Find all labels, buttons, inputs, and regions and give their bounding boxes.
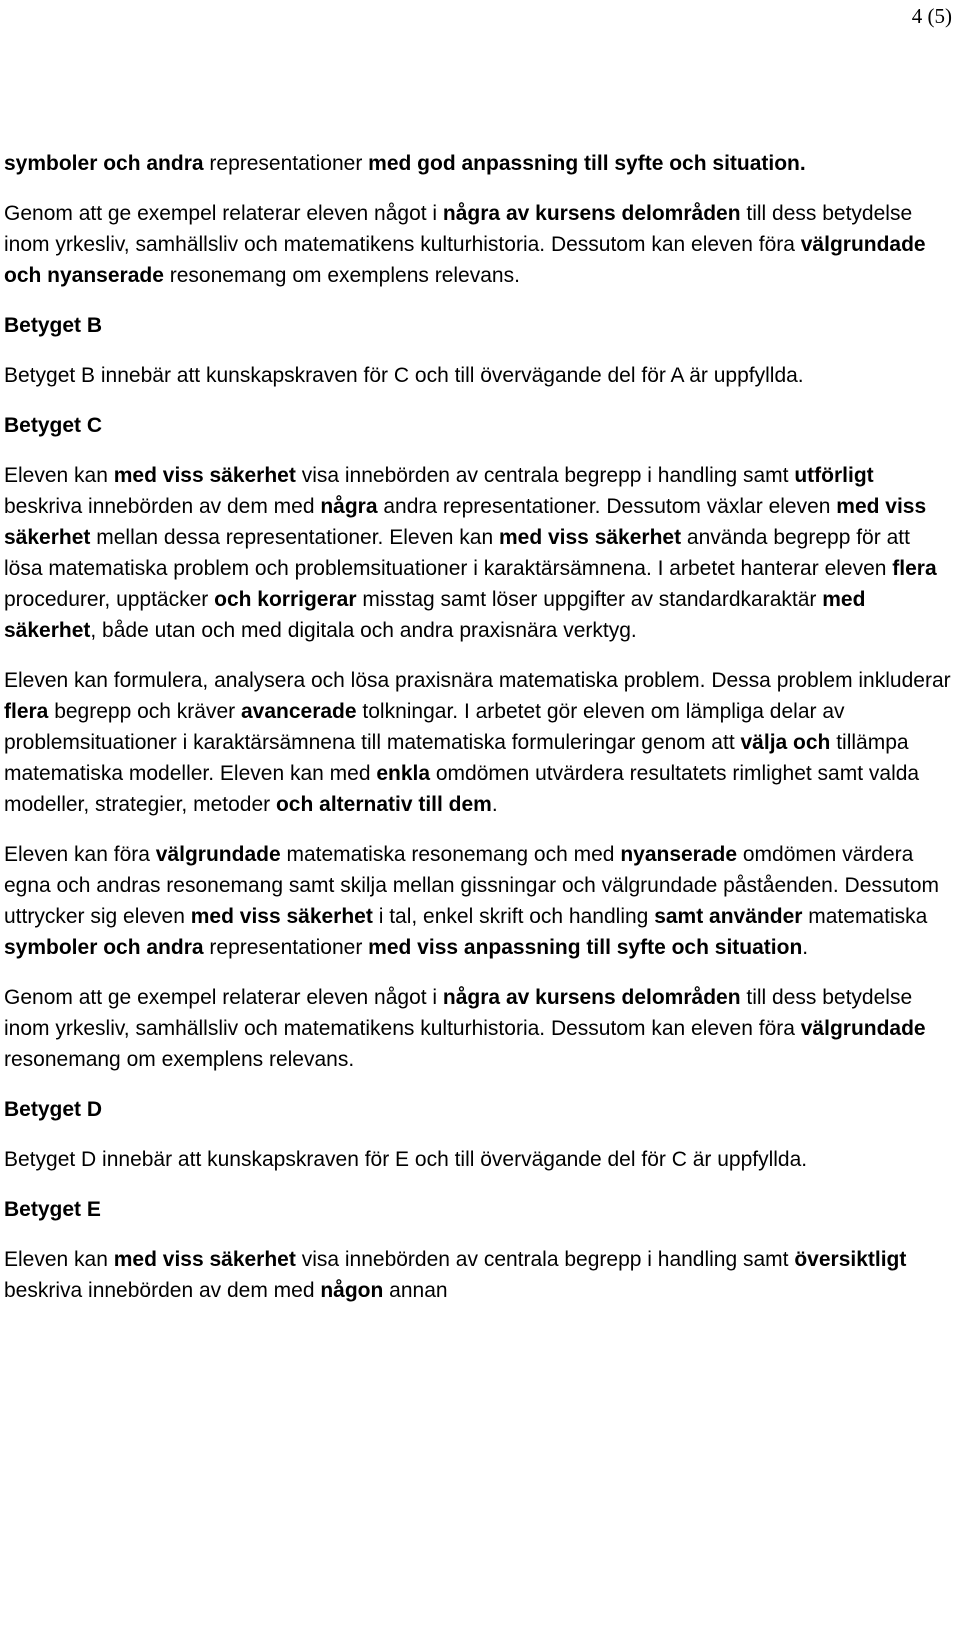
text-run: Eleven kan xyxy=(4,464,114,487)
page-number: 4 (5) xyxy=(911,4,952,28)
paragraph xyxy=(4,839,952,963)
text-run: representationer xyxy=(203,152,369,175)
emphasis-text: välja och xyxy=(740,731,831,754)
heading-betyget-d xyxy=(4,1094,952,1125)
text-run: Eleven kan formulera, analysera och lösa praxisnära matematiska problem. Dessa problem inkluderar xyxy=(4,669,951,692)
emphasis-text: med viss säkerhet xyxy=(498,526,682,549)
emphasis-text: några av kursens delområden xyxy=(442,202,741,225)
emphasis-text: avancerade xyxy=(240,700,357,723)
text-run: . xyxy=(802,936,809,959)
text-run: Genom att ge exempel relaterar eleven något i xyxy=(4,986,443,1009)
emphasis-text: med viss säkerhet xyxy=(113,464,296,487)
emphasis-text: med säkerhet xyxy=(4,588,866,642)
paragraph xyxy=(4,148,952,179)
text-run: Eleven kan föra xyxy=(4,843,156,866)
text-run: visa innebörden av centrala begrepp i handling samt xyxy=(295,1248,795,1271)
text-run: Betyget C xyxy=(4,414,103,437)
emphasis-text: samt använder xyxy=(654,905,803,928)
text-run: Eleven kan xyxy=(4,1248,114,1271)
paragraph xyxy=(4,460,952,646)
emphasis-text: med viss säkerhet xyxy=(190,905,373,928)
text-run: annan xyxy=(383,1279,448,1302)
text-run: resonemang om exemplens relevans. xyxy=(163,264,520,287)
emphasis-text: några xyxy=(320,495,378,518)
text-run: , både utan och med digitala och andra praxisnära verktyg. xyxy=(90,619,637,642)
heading-betyget-c xyxy=(4,410,952,441)
emphasis-text: symboler och andra xyxy=(4,152,204,175)
text-run: misstag samt löser uppgifter av standardkaraktär xyxy=(356,588,823,611)
text-run: visa innebörden av centrala begrepp i handling samt xyxy=(295,464,795,487)
emphasis-text: och korrigerar xyxy=(214,588,357,611)
text-run: Betyget B xyxy=(4,314,103,337)
heading-betyget-b xyxy=(4,310,952,341)
heading-betyget-e xyxy=(4,1194,952,1225)
text-run: . xyxy=(491,793,498,816)
text-run: tolkningar. I arbetet gör eleven om lämpliga delar av problemsituationer i karaktärsämnena till matematiska formuleringar genom att xyxy=(4,700,845,754)
emphasis-text: välgrundade och nyanserade xyxy=(4,233,926,287)
paragraph xyxy=(4,1144,952,1175)
text-run: representationer xyxy=(203,936,369,959)
paragraph xyxy=(4,982,952,1075)
text-run: Genom att ge exempel relaterar eleven något i xyxy=(4,202,443,225)
paragraph xyxy=(4,360,952,391)
emphasis-text: symboler och andra xyxy=(4,936,204,959)
emphasis-text: flera xyxy=(4,700,49,723)
emphasis-text: nyanserade xyxy=(620,843,738,866)
emphasis-text: med viss säkerhet xyxy=(4,495,927,549)
text-run: Betyget D xyxy=(4,1098,103,1121)
text-run: beskriva innebörden av dem med xyxy=(4,495,321,518)
text-run: matematiska resonemang och med xyxy=(280,843,621,866)
emphasis-text: med viss anpassning till syfte och situation xyxy=(368,936,803,959)
paragraph xyxy=(4,665,952,820)
emphasis-text: några av kursens delområden xyxy=(442,986,741,1009)
emphasis-text: någon xyxy=(320,1279,384,1302)
emphasis-text: välgrundade xyxy=(155,843,281,866)
text-run: Betyget D innebär att kunskapskraven för E och till övervägande del för C är uppfyllda. xyxy=(4,1148,808,1171)
document-body xyxy=(4,148,952,1325)
text-run: Betyget B innebär att kunskapskraven för C och till övervägande del för A är uppfyllda. xyxy=(4,364,804,387)
text-run: resonemang om exemplens relevans. xyxy=(4,1048,355,1071)
text-run: omdömen utvärdera resultatets rimlighet samt valda modeller, strategier, metoder xyxy=(4,762,920,816)
paragraph xyxy=(4,198,952,291)
emphasis-text: med god anpassning till syfte och situation. xyxy=(368,152,806,175)
text-run: använda begrepp för att lösa matematiska problem och problemsituationer i karaktärsämnena. I arbetet hanterar eleven xyxy=(4,526,910,580)
emphasis-text: välgrundade xyxy=(800,1017,926,1040)
text-run: mellan dessa representationer. Eleven kan xyxy=(90,526,499,549)
text-run: andra representationer. Dessutom växlar eleven xyxy=(377,495,837,518)
paragraph xyxy=(4,1244,952,1306)
text-run: omdömen värdera egna och andras resonemang samt skilja mellan gissningar och välgrundade påståenden. Dessutom uttrycker sig eleven xyxy=(4,843,940,928)
text-run: i tal, enkel skrift och handling xyxy=(372,905,655,928)
emphasis-text: enkla xyxy=(376,762,431,785)
emphasis-text: med viss säkerhet xyxy=(113,1248,296,1271)
text-run: matematiska xyxy=(802,905,928,928)
emphasis-text: och alternativ till dem xyxy=(275,793,492,816)
emphasis-text: flera xyxy=(892,557,937,580)
text-run: till dess betydelse inom yrkesliv, samhällsliv och matematikens kulturhistoria. Dessutom kan eleven föra xyxy=(4,202,913,256)
text-run: till dess betydelse inom yrkesliv, samhällsliv och matematikens kulturhistoria. Dessutom kan eleven föra xyxy=(4,986,913,1040)
text-run: tillämpa matematiska modeller. Eleven kan med xyxy=(4,731,909,785)
text-run: procedurer, upptäcker xyxy=(4,588,215,611)
text-run: Betyget E xyxy=(4,1198,101,1221)
emphasis-text: utförligt xyxy=(794,464,874,487)
emphasis-text: översiktligt xyxy=(794,1248,907,1271)
text-run: beskriva innebörden av dem med xyxy=(4,1279,321,1302)
text-run: begrepp och kräver xyxy=(48,700,241,723)
